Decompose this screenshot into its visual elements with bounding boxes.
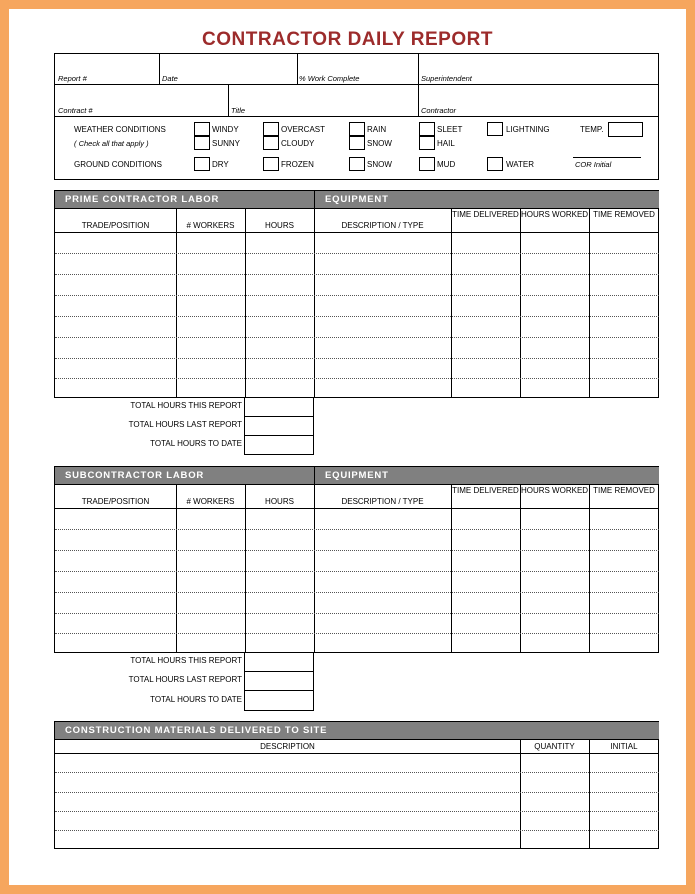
table-row[interactable]	[55, 274, 659, 275]
sub-equipment-header: EQUIPMENT	[315, 467, 659, 484]
checkbox-dry[interactable]	[194, 157, 210, 171]
ground-conditions-label: GROUND CONDITIONS	[74, 160, 162, 169]
sub-total-this-report-field[interactable]	[244, 652, 314, 672]
option-snow-label: SNOW	[367, 139, 392, 148]
weather-sublabel: ( Check all that apply )	[74, 139, 149, 148]
prime-col-workers: # WORKERS	[186, 221, 235, 230]
option-sleet-label: SLEET	[437, 125, 463, 134]
checkbox-rain[interactable]	[349, 122, 365, 136]
table-row[interactable]	[55, 378, 659, 379]
prime-labor-header: PRIME CONTRACTOR LABOR	[55, 191, 314, 208]
work-complete-label: % Work Complete	[299, 74, 360, 83]
option-sunny-label: SUNNY	[212, 139, 241, 148]
table-row[interactable]	[55, 811, 659, 812]
sub-section	[54, 466, 659, 653]
checkbox-lightning[interactable]	[487, 122, 503, 136]
table-row[interactable]	[55, 772, 659, 773]
option-frozen-label: FROZEN	[281, 160, 314, 169]
table-row[interactable]	[55, 613, 659, 614]
cor-initial-label: COR Initial	[575, 160, 612, 169]
prime-col-time-removed: TIME REMOVED	[593, 210, 655, 219]
prime-total-this-report-field[interactable]	[244, 397, 314, 417]
sub-col-time-delivered: TIME DELIVERED	[452, 486, 519, 495]
sub-col-hours-worked: HOURS WORKED	[520, 486, 589, 495]
contract-number-label: Contract #	[58, 106, 93, 115]
option-ground-snow-label: SNOW	[367, 160, 392, 169]
prime-col-description: DESCRIPTION / TYPE	[341, 221, 424, 230]
prime-col-trade: TRADE/POSITION	[81, 221, 150, 230]
checkbox-sleet[interactable]	[419, 122, 435, 136]
checkbox-water[interactable]	[487, 157, 503, 171]
table-row[interactable]	[55, 316, 659, 317]
temp-label: TEMP.	[580, 125, 604, 134]
checkbox-cloudy[interactable]	[263, 136, 279, 150]
materials-section	[54, 721, 659, 849]
prime-total-this-report-label: TOTAL HOURS THIS REPORT	[130, 401, 242, 410]
option-windy-label: WINDY	[212, 125, 239, 134]
sub-total-to-date-field[interactable]	[244, 690, 314, 711]
prime-section	[54, 190, 659, 398]
table-row[interactable]	[55, 295, 659, 296]
option-cloudy-label: CLOUDY	[281, 139, 315, 148]
materials-col-initial: INITIAL	[610, 742, 638, 751]
prime-col-hours: HOURS	[265, 221, 294, 230]
sub-total-last-report-field[interactable]	[244, 671, 314, 691]
sub-col-description: DESCRIPTION / TYPE	[341, 497, 424, 506]
prime-total-last-report-field[interactable]	[244, 416, 314, 436]
checkbox-mud[interactable]	[419, 157, 435, 171]
prime-equipment-header: EQUIPMENT	[315, 191, 659, 208]
option-hail-label: HAIL	[437, 139, 455, 148]
table-row[interactable]	[55, 592, 659, 593]
sub-labor-header: SUBCONTRACTOR LABOR	[55, 467, 314, 484]
sub-total-this-report-label: TOTAL HOURS THIS REPORT	[130, 656, 242, 665]
sub-col-workers: # WORKERS	[186, 497, 235, 506]
checkbox-ground-snow[interactable]	[349, 157, 365, 171]
header-info-box	[54, 53, 659, 180]
checkbox-sunny[interactable]	[194, 136, 210, 150]
materials-col-quantity: QUANTITY	[534, 742, 575, 751]
sub-col-time-removed: TIME REMOVED	[593, 486, 655, 495]
checkbox-snow[interactable]	[349, 136, 365, 150]
sub-total-to-date-label: TOTAL HOURS TO DATE	[150, 695, 242, 704]
option-water-label: WATER	[506, 160, 534, 169]
table-row[interactable]	[55, 550, 659, 551]
table-row[interactable]	[55, 830, 659, 831]
table-row[interactable]	[55, 253, 659, 254]
date-label: Date	[162, 74, 178, 83]
checkbox-hail[interactable]	[419, 136, 435, 150]
weather-conditions-label: WEATHER CONDITIONS	[74, 125, 166, 134]
option-rain-label: RAIN	[367, 125, 387, 134]
table-row[interactable]	[55, 792, 659, 793]
superintendent-label: Superintendent	[421, 74, 472, 83]
option-lightning-label: LIGHTNING	[506, 125, 550, 134]
sub-total-last-report-label: TOTAL HOURS LAST REPORT	[128, 675, 242, 684]
checkbox-frozen[interactable]	[263, 157, 279, 171]
table-row[interactable]	[55, 529, 659, 530]
materials-header: CONSTRUCTION MATERIALS DELIVERED TO SITE	[55, 722, 659, 739]
option-dry-label: DRY	[212, 160, 229, 169]
table-row[interactable]	[55, 337, 659, 338]
table-row[interactable]	[55, 358, 659, 359]
option-overcast-label: OVERCAST	[281, 125, 326, 134]
cor-initial-line[interactable]	[573, 157, 641, 158]
checkbox-windy[interactable]	[194, 122, 210, 136]
contractor-label: Contractor	[421, 106, 457, 115]
option-mud-label: MUD	[437, 160, 456, 169]
prime-col-hours-worked: HOURS WORKED	[520, 210, 589, 219]
checkbox-overcast[interactable]	[263, 122, 279, 136]
prime-col-time-delivered: TIME DELIVERED	[452, 210, 519, 219]
prime-total-last-report-label: TOTAL HOURS LAST REPORT	[128, 420, 242, 429]
table-row[interactable]	[55, 633, 659, 634]
prime-total-to-date-label: TOTAL HOURS TO DATE	[150, 439, 242, 448]
prime-total-to-date-field[interactable]	[244, 435, 314, 455]
sub-col-hours: HOURS	[265, 497, 294, 506]
report-number-label: Report #	[58, 74, 87, 83]
sub-col-trade: TRADE/POSITION	[81, 497, 150, 506]
materials-col-description: DESCRIPTION	[260, 742, 315, 751]
page-title: CONTRACTOR DAILY REPORT	[202, 29, 493, 50]
title-label: Title	[231, 106, 246, 115]
temp-input[interactable]	[608, 122, 643, 137]
table-row[interactable]	[55, 571, 659, 572]
